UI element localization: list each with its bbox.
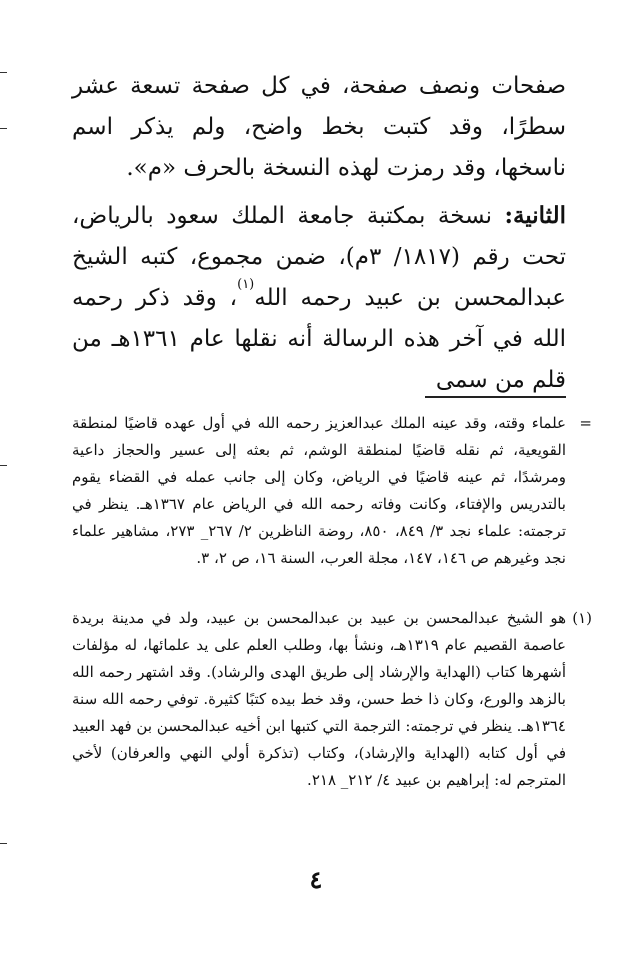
footnote-continued-text: علماء وقته، وقد عينه الملك عبدالعزيز رحمه الله في أول عهده قاضيًا لمنطقة القويعية، ثم نقله قاضيًا لمنطقة الوشم، ثم بعثه إلى عسير والحجاز داعية ومرشدًا، ثم عينه قاضيًا في الرياض، وكان إلى جانب عمله في القضاء يقوم بالتدريس والإفتاء، وكانت وفاته رحمه الله في الرياض عام ١٣٦٧هـ. ينظر في ترجمته: علماء نجد ٣/ ٨٤٩، ٨٥٠، روضة الناظرين ٢/ ٢٦٧_ ٢٧٣، مشاهير علماء نجد وغيرهم ص ١٤٦، ١٤٧، مجلة العرب، السنة ١٦، ص ٢، ٣. bbox=[72, 414, 567, 567]
left-edge-mark-top bbox=[0, 72, 7, 73]
footnote-continuation-marker: = bbox=[579, 414, 592, 432]
footnote-separator bbox=[425, 396, 566, 398]
left-edge-mark-lower bbox=[0, 465, 7, 466]
main-text bbox=[72, 66, 566, 401]
paragraph-1: صفحات ونصف صفحة، في كل صفحة تسعة عشر سطرًا، وقد كتبت بخط واضح، ولم يذكر اسم ناسخها، وقد رمزت لهذه النسخة بالحرف «م». bbox=[72, 73, 566, 181]
paragraph-2-lead: الثانية: bbox=[504, 202, 566, 229]
footnote-1 bbox=[72, 605, 592, 794]
paragraph-2-text-b: ، وقد ذكر رحمه الله في آخر هذه الرسالة أنه نقلها عام ١٣٦١هـ من قلم من سمى bbox=[72, 285, 566, 393]
footnote-1-marker: (١) bbox=[572, 609, 592, 627]
paragraph-2-text-a: نسخة بمكتبة جامعة الملك سعود بالرياض، تحت رقم (١٨١٧/ ٣م)، ضمن مجموع، كتبه الشيخ عبدالمحسن بن عبيد رحمه الله bbox=[72, 203, 566, 311]
page-number: ٤ bbox=[309, 865, 323, 894]
paragraph-2 bbox=[72, 195, 566, 401]
left-edge-mark-bottom bbox=[0, 843, 7, 844]
footnote-reference-1: (١) bbox=[237, 277, 255, 292]
footnote-continued bbox=[72, 410, 592, 572]
left-edge-mark-middle bbox=[0, 128, 7, 129]
footnote-1-text: هو الشيخ عبدالمحسن بن عبيد بن عبدالمحسن بن عبيد، ولد في مدينة بريدة عاصمة القصيم عام ١٣١٩هـ، ونشأ بها، وطلب العلم على يد علمائها، له مؤلفات أشهرها كتاب (الهداية والإرشاد إلى طريق الهدى والرشاد). وقد اشتهر رحمه الله بالزهد والورع، وكان ذا خط حسن، وقد خط بيده كتبًا كثيرة. توفي رحمه الله سنة ١٣٦٤هـ. ينظر في ترجمته: الترجمة التي كتبها ابن أخيه عبدالمحسن بن فهد العبيد في أول كتابه (الهداية والإرشاد)، وكتاب (تذكرة أولي النهي والعرفان) لأخي المترجم له: إبراهيم بن عبيد ٤/ ٢١٢_ ٢١٨. bbox=[72, 609, 566, 789]
